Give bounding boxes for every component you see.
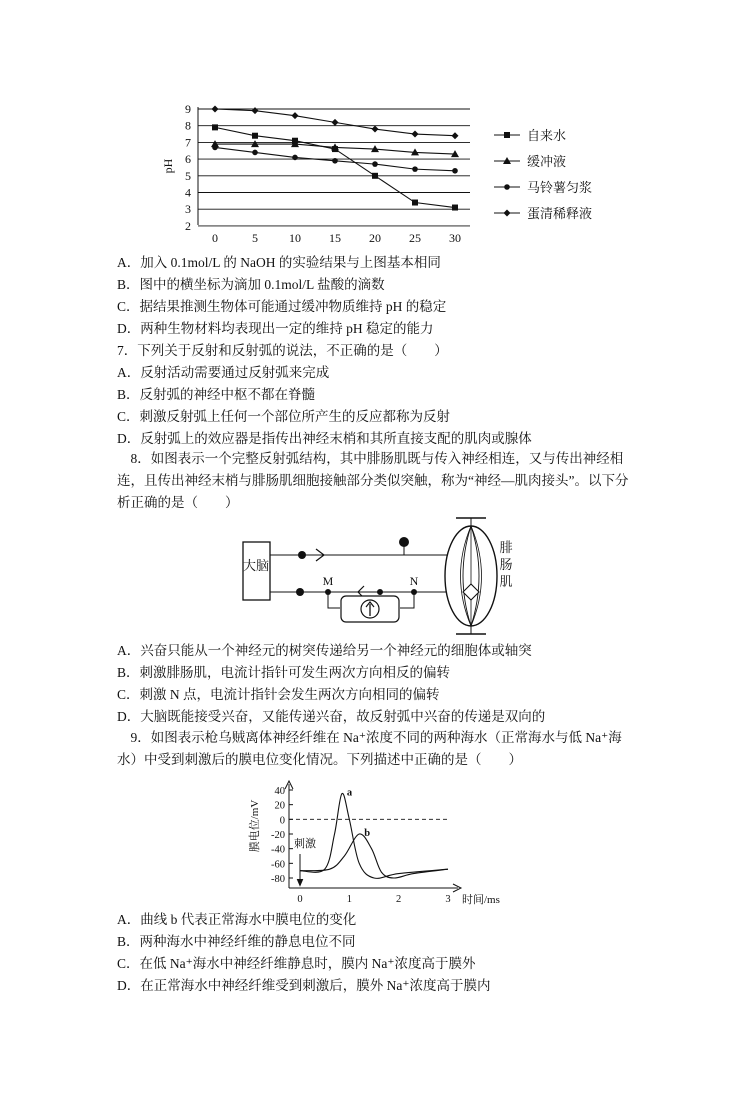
mp-curve-label: a [346,787,353,799]
ph-y-tick-label: 9 [185,102,191,116]
q6-option-d: D．两种生物材料均表现出一定的维持 pH 稳定的能力 [117,321,434,336]
ph-legend-item [494,128,566,144]
ph-y-tick-label: 2 [185,218,191,233]
gastrocnemius-muscle [445,518,497,634]
ph-data-point [252,150,258,156]
mp-y-tick-label: 0 [279,815,285,827]
mp-x-tick-label: 2 [396,894,402,905]
mp-y-tick-label: -60 [271,859,285,871]
mp-curve-label: b [364,828,371,839]
mp-x-tick-label: 3 [445,894,451,905]
ph-data-point [292,155,298,161]
ph-y-tick-label: 6 [185,152,191,167]
ph-x-tick-label: 30 [449,231,461,245]
ph-y-tick-label: 4 [185,185,191,200]
ph-legend-label: 马铃薯匀浆 [527,181,593,196]
q7-stem: 7．下列关于反射和反射弧的说法，不正确的是（ ） [117,343,448,358]
brain-label: 大脑 [242,558,270,573]
ph-data-point [412,131,419,138]
ph-x-tick-label: 15 [329,231,341,245]
ph-y-tick-label: 8 [185,118,191,133]
stimulus-annotation: 刺激 [294,838,316,850]
ph-chart-legend [494,128,592,222]
mp-y-tick-label: 20 [274,800,285,812]
mp-y-tick-label: -80 [271,874,285,885]
mp-y-tick-label: 40 [274,786,285,797]
ph-data-point [372,126,379,133]
muscle-label-char-1: 腓 [499,540,513,555]
mp-chart-series [300,788,448,879]
mp-x-tick-label: 0 [297,894,303,905]
ph-x-tick-label: 25 [409,231,421,245]
ph-data-point [332,158,338,164]
membrane-potential-chart [0,778,756,908]
mp-x-tick-label: 1 [346,894,352,905]
mp-y-tick-label: -40 [271,844,285,856]
q8-option-c: C．刺激 N 点，电流计指针会发生两次方向相同的偏转 [117,687,440,702]
ph-legend-label: 蛋清稀释液 [527,207,593,222]
q7-option-c: C．刺激反射弧上任何一个部位所产生的反应都称为反射 [117,409,451,424]
q6-option-a: A．加入 0.1mol/L 的 NaOH 的实验结果与上图基本相同 [117,255,441,270]
mp-chart-xlabel: 时间/ms [462,894,500,906]
ph-chart [0,0,756,250]
ph-x-tick-label: 0 [212,231,218,245]
ph-x-tick-label: 20 [369,231,381,245]
q6-option-b: B．图中的横坐标为滴加 0.1mol/L 盐酸的滴数 [117,277,385,292]
ph-legend-item [494,180,592,196]
ganglion-body [399,537,409,547]
ph-data-point [372,161,378,167]
q9-option-a: A．曲线 b 代表正常海水中膜电位的变化 [117,912,357,927]
mp-curve-a [300,793,448,878]
q7-option-a: A．反射活动需要通过反射弧来完成 [117,365,330,380]
ph-y-tick-label: 5 [185,168,191,183]
ph-data-point [252,133,258,139]
ph-chart-ylabel: pH [161,158,175,174]
ph-data-point [452,132,459,139]
muscle-label-char-2: 肠 [499,557,513,572]
q8-option-d: D．大脑既能接受兴奋，又能传递兴奋，故反射弧中兴奋的传递是双向的 [117,709,546,724]
q9-option-c: C．在低 Na⁺海水中神经纤维静息时，膜内 Na⁺浓度高于膜外 [117,956,476,971]
ph-x-tick-label: 10 [289,231,301,245]
ph-data-point [372,173,378,179]
ph-data-point [452,168,458,174]
point-n-label: N [409,574,419,588]
ph-legend-marker [504,184,510,190]
ph-series-line [215,127,455,207]
ph-legend-label: 缓冲液 [527,155,567,170]
ph-chart-y-ticks [185,102,191,233]
ph-data-point [212,106,219,113]
q6-option-c: C．据结果推测生物体可能通过缓冲物质维持 pH 的稳定 [117,299,447,314]
ph-chart-grid [198,109,470,226]
q7-option-b: B．反射弧的神经中枢不都在脊髓 [117,387,316,402]
mp-chart-ylabel: 膜电位/mV [249,799,261,853]
ph-chart-series [211,106,459,211]
mp-chart-y-ticks [271,786,293,885]
muscle-label-char-3: 肌 [499,574,513,589]
ph-data-point [252,107,259,114]
q9-option-b: B．两种海水中神经纤维的静息电位不同 [117,934,356,949]
point-m-label: M [322,574,334,588]
mp-chart-axes [285,781,461,892]
q9-stem: 9．如图表示枪乌贼离体神经纤维在 Na⁺浓度不同的两种海水（正常海水与低 Na⁺海水）中受到刺激后的膜电位变化情况。下列描述中正确的是（ ） [117,730,622,767]
ph-legend-item [494,154,566,170]
mp-y-tick-label: -20 [271,830,285,841]
ph-y-tick-label: 3 [185,202,191,217]
ph-data-point [292,112,299,119]
ph-data-point [212,145,218,151]
ph-y-tick-label: 7 [185,135,191,150]
stimulus-arrow-head [297,879,303,886]
q8-option-b: B．刺激腓肠肌，电流计指针可发生两次方向相反的偏转 [117,665,451,680]
mp-chart-x-ticks [297,894,450,905]
ph-x-tick-label: 5 [252,231,258,245]
reflex-arc-diagram [0,512,756,642]
ph-data-point [412,200,418,206]
ph-legend-label: 自来水 [527,129,567,144]
mp-series-a [300,788,448,879]
ph-chart-x-ticks [212,231,461,245]
q7-option-d: D．反射弧上的效应器是指传出神经末梢和其所直接支配的肌肉或腺体 [117,431,532,446]
ph-legend-marker [504,210,511,217]
q8-stem: 8．如图表示一个完整反射弧结构，其中腓肠肌既与传入神经相连，又与传出神经相连，且传出神经末梢与腓肠肌细胞接触部分类似突触，称为“神经—肌肉接头”。以下分析正确的是（ ） [117,451,629,510]
ph-data-point [212,124,218,130]
ph-data-point [332,119,339,126]
ph-legend-item [494,206,592,222]
q8-option-a: A．兴奋只能从一个神经元的树突传递给另一个神经元的细胞体或轴突 [117,643,532,658]
ph-data-point [412,166,418,172]
ph-data-point [452,205,458,211]
ph-legend-marker [504,132,510,138]
ph-series-0 [212,124,458,210]
q9-option-d: D．在正常海水中神经纤维受到刺激后，膜外 Na⁺浓度高于膜内 [117,978,491,993]
